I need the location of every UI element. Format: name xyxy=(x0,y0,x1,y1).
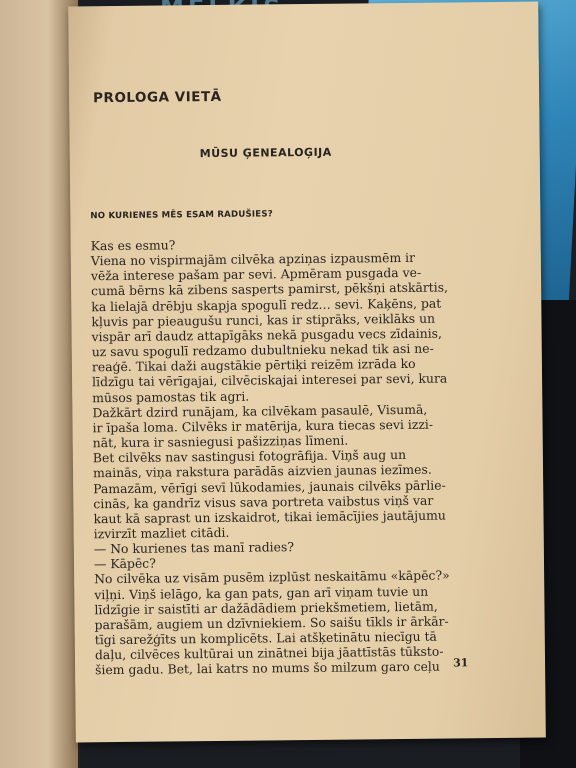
text-line: līdzīgie ir saistīti ar dažādādiem priekšmetiem, lietām, xyxy=(94,598,438,617)
text-line: mūsos pamostas tik agri. xyxy=(92,388,250,405)
text-line: mainās, viņa rakstura parādās aizvien jaunas iezīmes. xyxy=(92,462,432,481)
text-line: cumā bērns kā zibens sasperts pamirst, pēkšņi atskārtis, xyxy=(91,279,449,299)
text-line: vēža interese pašam par sevi. Apmēram pusgada ve- xyxy=(90,265,422,284)
text-line: ir īpaša loma. Cilvēks ir matērija, kura tiecas sevi izzi- xyxy=(92,416,434,436)
text-line: līdzīgu tai vērīgajai, cilvēciskajai interesei par sevi, kura xyxy=(92,370,448,390)
text-line: tīgi sarežģīts un komplicēts. Lai atšķetinātu niecīgu tā xyxy=(94,628,437,648)
text-line: cinās, ka gandrīz visus sava portreta vaibstus viņš var xyxy=(93,492,434,511)
page-heading: PROLOGA VIETĀ xyxy=(93,88,222,107)
text-line: Kas es esmu? xyxy=(90,237,176,254)
text-line: kļuvis par pieaugušu runci, kas ir stiprāks, veiklāks un xyxy=(91,310,436,330)
text-line: uz savu spogulī redzamo dubultnieku nekad tik asi ne- xyxy=(91,340,434,360)
body-text xyxy=(91,234,476,677)
section-question: NO KURIENES MĒS ESAM RADUŠIES? xyxy=(90,209,273,222)
text-line: — Kāpēc? xyxy=(93,555,156,572)
book-page xyxy=(68,2,546,743)
chapter-title: MŪSU ĢENEALOĢIJA xyxy=(199,145,332,161)
text-line: reaģē. Tikai daži augstākie pērtiķi reizēm izrāda ko xyxy=(91,356,416,375)
text-line: No cilvēka uz visām pusēm izplūst neskaitāmu «kāpēc?» xyxy=(94,567,450,587)
text-line: nāt, kura ir sasniegusi pašizziņas līmeni. xyxy=(92,432,349,451)
text-line: Bet cilvēks nav sastingusi fotogrāfija. Viņš aug un xyxy=(92,447,407,466)
text-line: viļņi. Viņš ielāgo, ka gan pats, gan arī viņam tuvie un xyxy=(94,583,429,602)
text-line: parašām, augiem un dzīvniekiem. So saišu tīkls ir ārkār- xyxy=(94,613,449,633)
text-line: kaut kā saprast un izskaidrot, tikai iemācījies jautājumu xyxy=(93,507,446,527)
text-line: — No kurienes tas manī radies? xyxy=(93,539,295,557)
text-line: Dažkārt dzird runājam, ka cilvēkam pasaulē, Visumā, xyxy=(92,401,428,420)
text-line: izvirzīt mazliet citādi. xyxy=(93,524,230,542)
text-line: ka lielajā drēbju skapja spogulī redz… sevi. Kaķēns, pat xyxy=(91,295,442,314)
text-line: šiem gadu. Bet, lai katrs no mums šo milzum garo ceļu xyxy=(95,659,440,678)
text-line: Pamazām, vērīgi sevī lūkodamies, jaunais cilvēks pārlie- xyxy=(93,477,446,496)
text-line: vispār arī daudz attapīgāks nekā pusgadu vecs zīdainis, xyxy=(91,325,443,345)
text-line: daļu, cilvēces kultūrai un zinātnei bija jāattīstās tūksto- xyxy=(94,643,444,663)
text-line: Viena no vispirmajām cilvēka apziņas izpausmēm ir xyxy=(90,250,416,269)
page-number: 31 xyxy=(452,656,469,670)
